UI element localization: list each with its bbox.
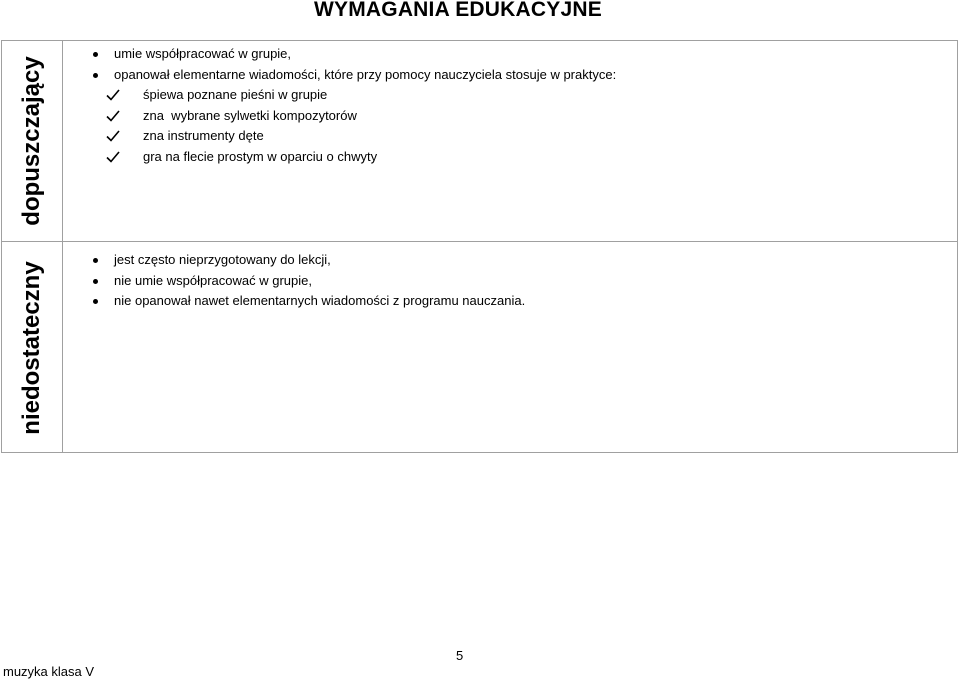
list-item-text: zna wybrane sylwetki kompozytorów [143,107,357,123]
page-title: WYMAGANIA EDUKACYJNE [314,0,602,21]
list-item [63,147,957,168]
bullet-icon [93,73,98,78]
page-number: 5 [456,648,464,663]
bullet-icon [93,299,98,304]
list-item [63,126,957,147]
grade-row-dopuszczajacy [2,41,957,242]
list-item-text: opanował elementarne wiadomości, które przy pomocy nauczyciela stosuje w praktyce: [114,66,617,82]
bullet-icon [93,52,98,57]
checkmark-icon [106,110,120,122]
requirements-cell [63,242,957,453]
list-item [63,65,957,86]
list-item [63,44,957,65]
grade-table [1,40,958,453]
list-item-text: gra na flecie prostym w oparciu o chwyty [143,148,378,164]
list-item-text: nie umie współpracować w grupie, [114,272,312,288]
grade-label: niedostateczny [18,260,45,435]
checkmark-icon [106,151,120,163]
bullet-icon [93,279,98,284]
list-item-text: jest często nieprzygotowany do lekcji, [114,252,331,267]
grade-row-niedostateczny [2,242,957,453]
requirements-cell [63,41,957,241]
footer-subject: muzyka klasa V [3,664,95,679]
grade-label-cell [2,41,63,241]
list-item [63,250,957,271]
checkmark-icon [106,89,120,101]
grade-label: dopuszczający [18,56,45,226]
requirements-list [63,44,957,167]
list-item [63,106,957,127]
requirements-list [63,250,957,312]
grade-label-cell [2,242,63,453]
list-item [63,85,957,106]
list-item [63,271,957,292]
list-item-text: nie opanował nawet elementarnych wiadomości z programu nauczania. [114,293,526,308]
checkmark-icon [106,130,120,142]
bullet-icon [93,258,98,263]
list-item-text: śpiewa poznane pieśni w grupie [143,87,328,102]
list-item-text: zna instrumenty dęte [143,128,264,143]
list-item [63,291,957,312]
list-item-text: umie współpracować w grupie, [114,46,292,61]
